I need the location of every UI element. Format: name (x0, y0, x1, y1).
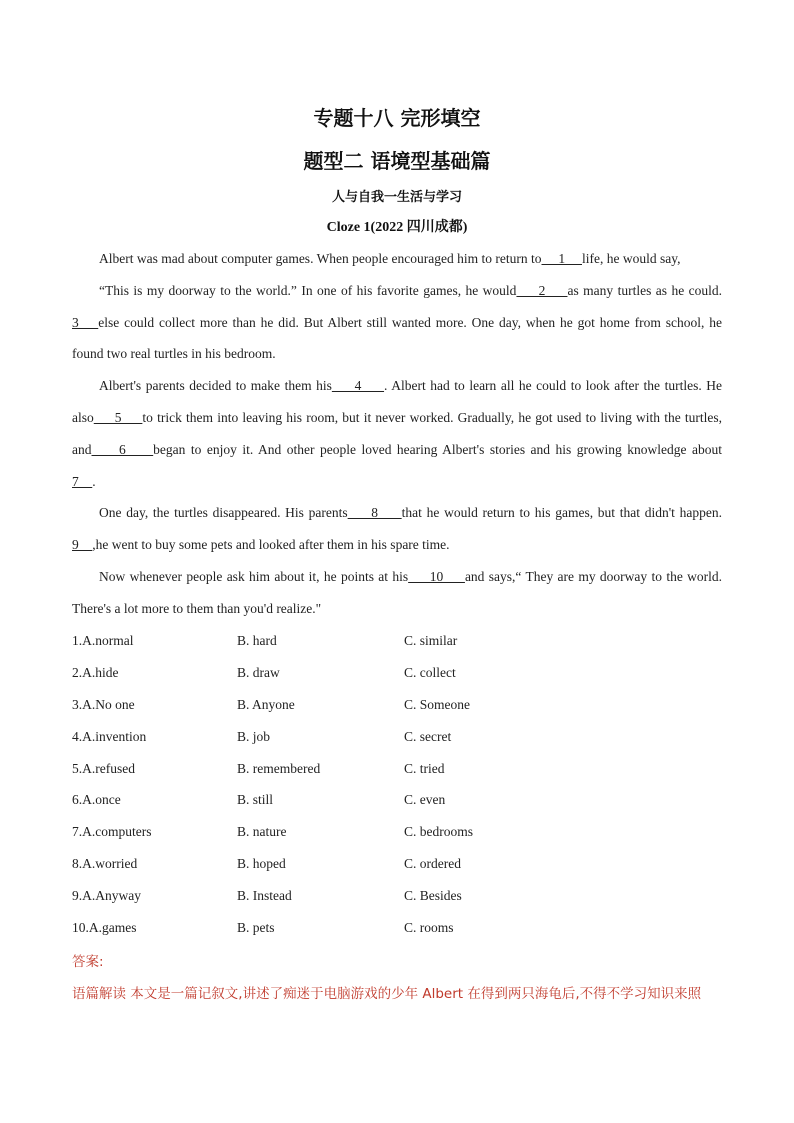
option-9b: B. Instead (237, 888, 292, 903)
option-5b: B. remembered (237, 761, 321, 776)
option-8c: C. ordered (404, 856, 461, 871)
blank-5: 5 (93, 410, 143, 425)
blank-3: 3 (72, 315, 99, 330)
passage-text: . (92, 474, 96, 489)
passage-text: There's a lot more to them than you'd realize." (72, 601, 322, 616)
passage-text: Now whenever people ask him about it, he points at his (99, 569, 409, 584)
passage-line-10 (72, 535, 722, 555)
passage-text: “This is my doorway to the world.” In one of his favorite games, he would (99, 283, 517, 298)
passage-line-8 (72, 472, 722, 492)
option-5c: C. tried (404, 761, 445, 776)
passage-text: Albert was mad about computer games. When people encouraged him to return to (99, 251, 542, 266)
passage-text: to trick them into leaving his room, but it never worked. Gradually, he got used to living with the turtles, (142, 410, 722, 425)
option-3c: C. Someone (404, 697, 470, 712)
option-4a: 4.A.invention (72, 729, 147, 744)
option-6a: 6.A.once (72, 792, 121, 807)
passage-text: and says,“ They are my doorway to the world. (464, 569, 723, 584)
option-2a: 2.A.hide (72, 665, 119, 680)
blank-1: 1 (541, 251, 582, 266)
passage-text: ,he went to buy some pets and looked after them in his spare time. (92, 537, 450, 552)
passage-text: found two real turtles in his bedroom. (72, 346, 276, 361)
option-4b: B. job (237, 729, 271, 744)
passage-line-4 (72, 344, 722, 364)
passage-text: that he would return to his games, but that didn't happen. (401, 505, 723, 520)
passage-text: as many turtles as he could. (567, 283, 722, 298)
passage-text: life, he would say, (582, 251, 681, 266)
blank-8: 8 (347, 505, 402, 520)
option-9a: 9.A.Anyway (72, 888, 141, 903)
option-5a: 5.A.refused (72, 761, 135, 776)
option-6c: C. even (404, 792, 446, 807)
theme-title: 人与自我一生活与学习 (331, 190, 462, 205)
blank-7: 7 (72, 474, 93, 489)
option-10a: 10.A.games (72, 920, 137, 935)
blank-9: 9 (72, 537, 93, 552)
option-1c: C. similar (404, 633, 458, 648)
page-title: 专题十八 完形填空 (313, 106, 481, 130)
option-3a: 3.A.No one (72, 697, 135, 712)
option-2b: B. draw (237, 665, 280, 680)
passage-text: . Albert had to learn all he could to look after the turtles. He (384, 378, 722, 393)
option-1b: B. hard (237, 633, 277, 648)
passage-line-12 (72, 599, 722, 619)
option-10b: B. pets (237, 920, 275, 935)
option-4c: C. secret (404, 729, 452, 744)
option-6b: B. still (237, 792, 274, 807)
option-2c: C. collect (404, 665, 456, 680)
blank-4: 4 (331, 378, 385, 393)
option-1a: 1.A.normal (72, 633, 134, 648)
section-title: 题型二 语境型基础篇 (303, 149, 491, 173)
passage-text: One day, the turtles disappeared. His parents (99, 505, 348, 520)
passage-line-3 (72, 313, 722, 333)
blank-6: 6 (91, 442, 154, 457)
answer-explanation: 语篇解读 本文是一篇记叙文,讲述了痴迷于电脑游戏的少年 Albert 在得到两只海龟后,不得不学习知识来照 (72, 986, 702, 1002)
option-10c: C. rooms (404, 920, 454, 935)
option-3b: B. Anyone (237, 697, 295, 712)
passage-text: also (72, 410, 94, 425)
option-7a: 7.A.computers (72, 824, 152, 839)
option-8a: 8.A.worried (72, 856, 138, 871)
passage-line-5 (99, 376, 722, 396)
passage-line-6 (72, 408, 722, 428)
answer-label: 答案: (72, 954, 104, 970)
blank-10: 10 (408, 569, 465, 584)
passage-text: Albert's parents decided to make them his (99, 378, 332, 393)
passage-line-9 (99, 503, 722, 523)
passage-text: and (72, 442, 92, 457)
passage-line-7 (72, 440, 722, 460)
option-9c: C. Besides (404, 888, 462, 903)
option-7c: C. bedrooms (404, 824, 473, 839)
option-7b: B. nature (237, 824, 287, 839)
passage-line-11 (99, 567, 722, 587)
cloze-title: Cloze 1(2022 四川成都) (326, 220, 468, 235)
option-8b: B. hoped (237, 856, 286, 871)
passage-line-1 (99, 249, 699, 269)
blank-2: 2 (516, 283, 568, 298)
passage-text: began to enjoy it. And other people loved hearing Albert's stories and his growing knowledge about (153, 442, 722, 457)
passage-text: else could collect more than he did. But Albert still wanted more. One day, when he got home from school, he (98, 315, 723, 330)
passage-line-2 (99, 281, 722, 301)
